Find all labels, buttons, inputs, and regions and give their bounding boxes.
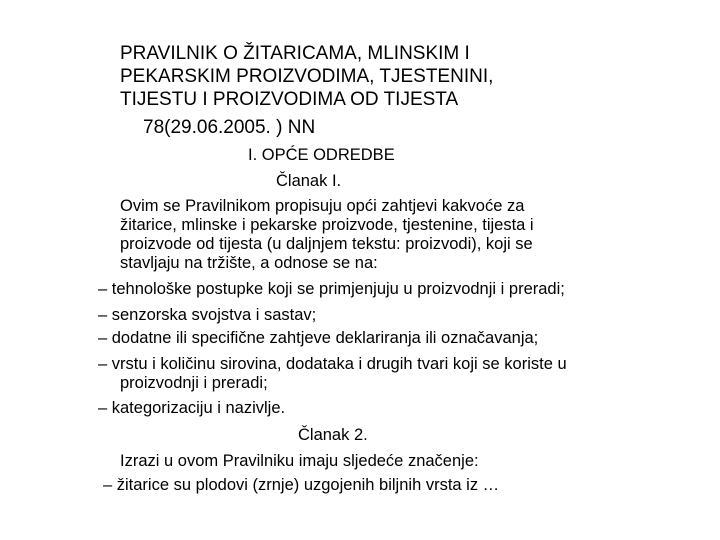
- article-2-heading: Članak 2.: [298, 426, 368, 444]
- list-item: – dodatne ili specifične zahtjeve deklariranja ili označavanja;: [98, 329, 539, 347]
- section-heading: I. OPĆE ODREDBE: [248, 146, 395, 164]
- document-title-line-1: PRAVILNIK O ŽITARICAMA, MLINSKIM I: [120, 43, 470, 64]
- article-1-intro-line: stavljaju na tržište, a odnose se na:: [120, 254, 378, 272]
- article-1-intro-line: žitarice, mlinske i pekarske proizvode, tjestenine, tijesta i: [120, 216, 534, 234]
- list-item-continuation: proizvodnji i preradi;: [120, 374, 268, 392]
- list-item: – kategorizaciju i nazivlje.: [98, 399, 286, 417]
- document-title-line-2: PEKARSKIM PROIZVODIMA, TJESTENINI,: [120, 66, 494, 87]
- article-1-intro-line: Ovim se Pravilnikom propisuju opći zahtjevi kakvoće za: [120, 197, 525, 215]
- list-item: – vrstu i količinu sirovina, dodataka i drugih tvari koji se koriste u: [98, 355, 567, 373]
- list-item: – žitarice su plodovi (zrnje) uzgojenih biljnih vrsta iz …: [103, 476, 500, 494]
- document-title-line-3: TIJESTU I PROIZVODIMA OD TIJESTA: [120, 89, 459, 110]
- article-1-heading: Članak I.: [276, 172, 342, 190]
- article-1-intro-line: proizvode od tijesta (u daljnjem tekstu: proizvodi), koji se: [120, 235, 533, 253]
- list-item: – senzorska svojstva i sastav;: [98, 306, 317, 324]
- document-reference: 78(29.06.2005. ) NN: [143, 117, 316, 138]
- list-item: – tehnološke postupke koji se primjenjuju u proizvodnji i preradi;: [98, 280, 565, 298]
- article-2-intro: Izrazi u ovom Pravilniku imaju sljedeće značenje:: [120, 452, 479, 470]
